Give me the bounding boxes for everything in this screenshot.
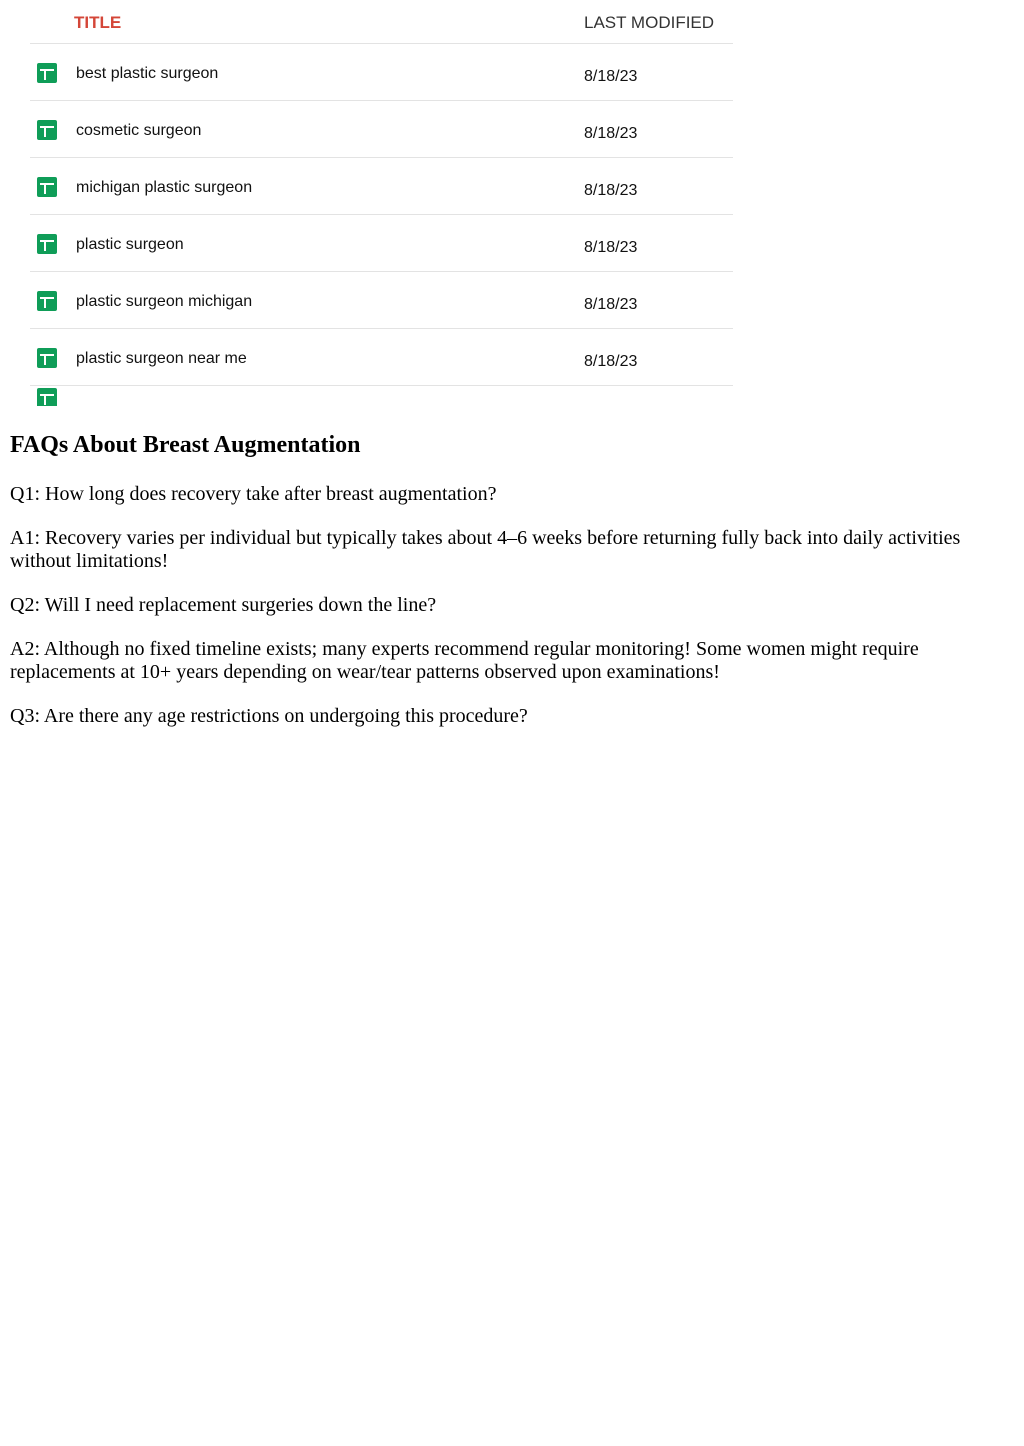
file-date: 8/18/23 [584, 68, 638, 85]
last-modified-column-header[interactable]: LAST MODIFIED [584, 13, 715, 32]
file-title[interactable]: plastic surgeon near me [76, 350, 247, 367]
faq-answer: A2: Although no fixed timeline exists; many experts recommend regular monitoring! Some women might require replacements at 10+ years depending on wear/tear patterns observed upon examinations! [10, 638, 919, 683]
google-sheets-icon [37, 348, 57, 368]
faq-question: Q3: Are there any age restrictions on undergoing this procedure? [10, 705, 528, 727]
file-title[interactable]: cosmetic surgeon [76, 122, 202, 139]
file-row[interactable] [30, 272, 733, 329]
file-list [30, 0, 733, 406]
file-date: 8/18/23 [584, 353, 638, 370]
file-date: 8/18/23 [584, 296, 638, 313]
file-title[interactable]: michigan plastic surgeon [76, 179, 253, 196]
file-title[interactable]: best plastic surgeon [76, 65, 219, 82]
file-date: 8/18/23 [584, 239, 638, 256]
file-date: 8/18/23 [584, 125, 638, 142]
google-sheets-icon [37, 291, 57, 311]
file-title[interactable]: plastic surgeon [76, 236, 184, 253]
file-row[interactable] [30, 44, 733, 101]
title-column-header[interactable]: TITLE [74, 13, 122, 32]
list-header [30, 0, 733, 44]
file-row-partial[interactable] [30, 386, 733, 406]
faq-section [10, 428, 1010, 749]
file-row[interactable] [30, 329, 733, 386]
google-sheets-icon [37, 234, 57, 254]
google-sheets-icon [37, 63, 57, 83]
file-date: 8/18/23 [584, 182, 638, 199]
google-sheets-icon [37, 177, 57, 197]
google-sheets-icon [37, 120, 57, 140]
file-row[interactable] [30, 158, 733, 215]
faq-question: Q2: Will I need replacement surgeries down the line? [10, 594, 437, 616]
file-title[interactable]: plastic surgeon michigan [76, 293, 253, 310]
file-row[interactable] [30, 101, 733, 158]
faq-answer: A1: Recovery varies per individual but typically takes about 4–6 weeks before returning fully back into daily activities without limitations! [10, 527, 961, 572]
faq-heading: FAQs About Breast Augmentation [10, 432, 361, 458]
faq-question: Q1: How long does recovery take after breast augmentation? [10, 483, 497, 505]
file-row[interactable] [30, 215, 733, 272]
google-sheets-icon [37, 388, 57, 406]
